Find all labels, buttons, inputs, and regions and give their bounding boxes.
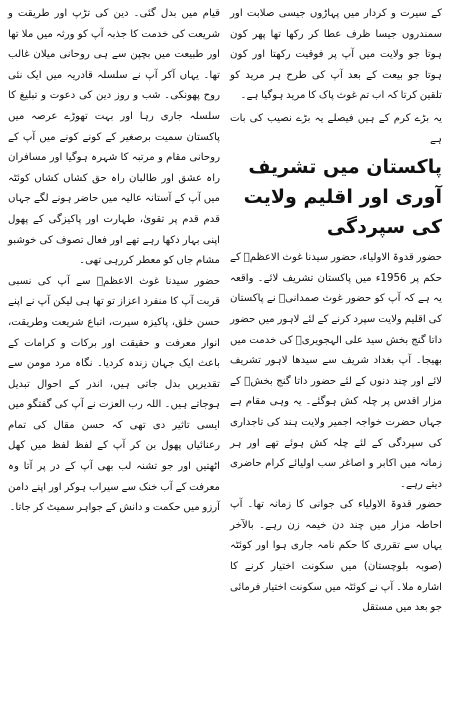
left-paragraph-1: قیام میں بدل گئی۔ دین کی تڑپ اور طریقت و شریعت کی خدمت کا جذبہ آپ کو ورثہ میں ملا تھا اور طبیعت میں بچپن سے ہی روحانی میلان غالب تھا۔ یہاں آکر آپ نے سلسلہ قادریہ میں ایک نئی روح پھونکی۔ شب و روز دین کی دعوت و تبلیغ کا سلسلہ جاری رہا اور بہت تھوڑے عرصہ میں پاکستان سمیت برصغیر کے کونے کونے میں آپ کے روحانی مقام و مرتبہ کا شہرہ ہوگیا اور مسافران راہ عشق اور طالبان راہ حق کشاں کشاں کوئٹہ میں آپ کے آستانہ عالیہ میں حاضر ہونے لگے جہاں قدم قدم پر تقویٰ، طہارت اور پاکیزگی کے پھول اپنی بہار دکھا رہے تھے اور فعال تصوف کی خوشبو مشام جاں کو معطر کررہی تھی۔ (8, 8, 220, 267)
section-heading: پاکستان میں تشریف آوری اور اقلیم ولایت کی سپردگی (243, 156, 442, 239)
right-paragraph-2: حضور قدوۃ الاولیاء، حضور سیدنا غوث الاعظمؒ کے حکم پر 1956ء میں پاکستان تشریف لائے۔ واقعہ یہ ہے کہ آپ کو حضور غوث صمدانیؒ نے پاکستان کی اقلیم ولایت سپرد کرنے کے لئے لاہور میں حضور داتا گنج بخش سید علی الہجویریؒ کی خدمت میں بھیجا۔ آپ بغداد شریف سے سیدھا لاہور تشریف لائے اور چند دنوں کے لئے حضور داتا گنج بخشؒ کے مزار اقدس پر چلہ کش ہوگئے۔ یہ وہی مقام ہے جہاں حضرت خواجہ اجمیر ولایت ہند کی تاجداری کی سپردگی کے لئے چلہ کش ہوئے تھے اور ہر زمانہ میں اکابر و اصاغر سب اولیائے کرام حاضری دیتے رہے۔ (230, 252, 442, 490)
right-column (230, 4, 446, 704)
right-paragraph-1: کے سیرت و کردار میں پہاڑوں جیسی صلابت اور سمندروں جیسا ظرف عطا کر رکھا تھا پھر کون ہوتا جو ولایت میں آپ پر فوقیت رکھتا اور کون ہوتا جو بیعت کے بعد آپ کی طرح ہر مرید کو تلقین کرتا کہ اب تم غوث پاک کا مرید ہوگیا ہے۔ (230, 8, 442, 102)
right-paragraph-3: حضور قدوۃ الاولیاء کی جوانی کا زمانہ تھا۔ آپ احاطہ مزار میں چند دن خیمہ زن رہے۔ بالآخر یہاں سے تقرری کا حکم نامہ جاری ہوا اور کوئٹہ (صوبہ بلوچستان) میں سکونت اختیار کرنے کا اشارہ ملا۔ آپ نے کوئٹہ میں سکونت اختیار فرمائی جو بعد میں مستقل (230, 499, 442, 614)
left-column (6, 4, 220, 704)
left-paragraph-2: حضور سیدنا غوث الاعظمؒ سے آپ کی نسبی قربت آپ کا منفرد اعزاز تو تھا ہی لیکن آپ نے اپنے حسن خلق، پاکیزہ سیرت، اتباع شریعت وطریقت، انوار معرفت و حقیقت اور برکات و کرامات کے باعث ایک جہان زندہ کردیا۔ نگاہ مرد مومن سے تقدیریں بدل جاتی ہیں، اندر کے احوال تبدیل ہوجاتے ہیں۔ اللہ رب العزت نے آپ کی گفتگو میں ایسی تاثیر دی تھی کہ حسن مقال کی تمام رعنائیاں پھول بن کر آپ کے لفظ لفظ میں کھل اٹھتیں اور جو تشنہ لب بھی آپ کے در پر آتا وہ معرفت کے آب خنک سے سیراب ہوکر اور اپنے دامن آرزو میں حکمت و دانش کے جواہر سمیٹ کر جاتا۔ (8, 275, 220, 514)
right-paragraph-couplet: یہ بڑے کرم کے ہیں فیصلے یہ بڑے نصیب کی بات ہے (230, 112, 442, 145)
